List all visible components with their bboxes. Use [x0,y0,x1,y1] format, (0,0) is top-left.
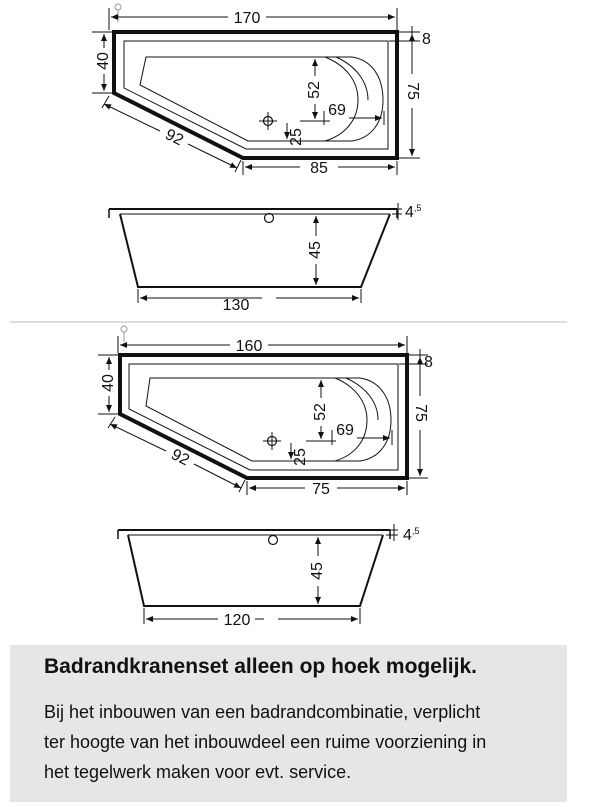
bath-small-top-view [98,326,433,498]
dim-inner-height: 52 [312,403,330,421]
dim-end-width: 40 [100,374,118,392]
dim-side-bottom-length: 120 [223,612,251,629]
dim-length: 170 [233,10,261,27]
dim-height: 45 [309,562,327,580]
dim-depth: 75 [403,82,421,100]
dim-length: 160 [235,338,263,355]
bath-large-top-view [92,4,431,177]
installation-note [10,645,567,802]
note-line: het tegelwerk maken voor evt. service. [44,762,352,782]
overflow-icon [269,536,278,545]
dim-rim-height: $4^{,5}$ [403,526,420,544]
bath-large-side-view [109,203,421,314]
dim-drain-offset: 25 [292,448,310,466]
bath-small-side-view [118,524,419,629]
note-title: Badrandkranenset alleen op hoek mogelijk. [44,655,477,678]
dim-end-width: 40 [95,52,113,70]
dim-inner-width: 69 [328,102,346,119]
note-line: ter hoogte van het inbouwdeel een ruime voorziening in [44,732,487,752]
dim-side-bottom-length: 130 [222,297,250,314]
dim-inner-width: 69 [336,422,354,439]
dim-rim: 8 [424,354,433,371]
dim-rim-height: $4^{,5}$ [405,203,422,221]
dim-rim: 8 [422,31,431,48]
dim-drain-offset: 25 [288,128,306,146]
note-line: Bij het inbouwen van een badrandcombinatie, verplicht [44,702,481,722]
dim-inner-height: 52 [306,81,324,99]
dim-angled-side: 92 [162,126,186,150]
dim-height: 45 [307,241,325,259]
dim-bottom-length: 85 [310,160,328,177]
dim-angled-side: 92 [168,446,192,470]
dim-depth: 75 [411,404,429,422]
overflow-icon [265,214,274,223]
dim-bottom-length: 75 [312,481,330,498]
note-body [44,697,486,787]
